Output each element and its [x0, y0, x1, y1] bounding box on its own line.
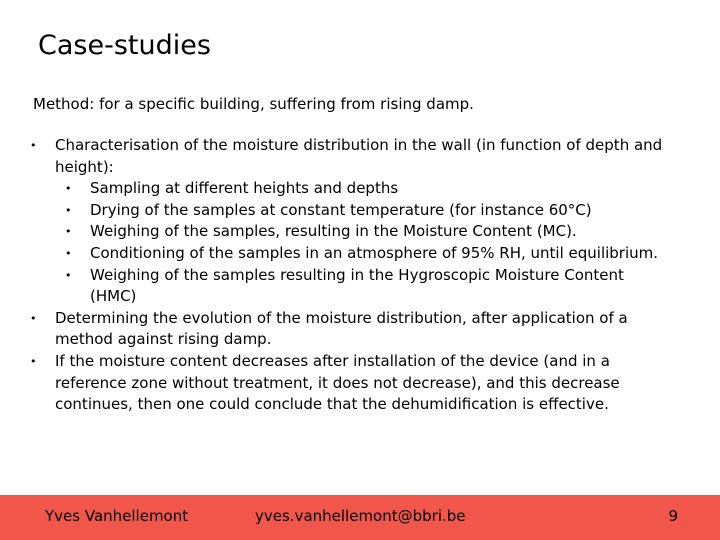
sub-bullet-text: Weighing of the samples resulting in the Hygroscopic Moisture Content (HMC) — [90, 265, 624, 306]
sub-bullet-text: Sampling at different heights and depths — [90, 179, 399, 198]
bullet-marker: • — [30, 311, 37, 325]
bullet-marker: • — [30, 354, 37, 368]
sub-bullet-item — [65, 265, 670, 308]
footer-bar — [0, 495, 720, 540]
sub-bullet-item — [65, 221, 670, 243]
bullet-list — [30, 135, 670, 416]
bullet-marker: • — [65, 225, 72, 239]
bullet-item — [30, 351, 670, 416]
sub-bullet-item — [65, 178, 670, 200]
bullet-marker: • — [30, 139, 37, 152]
bullet-marker: • — [65, 203, 72, 217]
sub-bullet-item — [65, 243, 670, 265]
footer-email: yves.vanhellemont@bbri.be — [255, 507, 466, 525]
sub-bullet-text: Conditioning of the samples in an atmosphere of 95% RH, until equilibrium. — [90, 243, 659, 262]
sub-bullet-item — [65, 200, 670, 222]
bullet-text: Characterisation of the moisture distribution in the wall (in function of depth and height): — [55, 136, 663, 176]
page-number: 9 — [668, 507, 678, 525]
sub-bullet-text: Drying of the samples at constant temperature (for instance 60°C) — [90, 200, 592, 219]
bullet-marker: • — [65, 268, 72, 282]
bullet-marker: • — [65, 182, 72, 196]
bullet-text: If the moisture content decreases after installation of the device (and in a reference zone without treatment, it does not decrease), and this decrease continues, then one could conclude that the dehumidification is effective. — [55, 351, 620, 414]
slide-title: Case-studies — [38, 30, 211, 61]
footer-author: Yves Vanhellemont — [45, 507, 189, 525]
sub-bullet-text: Weighing of the samples, resulting in the Moisture Content (MC). — [90, 222, 577, 241]
bullet-text: Determining the evolution of the moisture distribution, after application of a method against rising damp. — [55, 308, 628, 349]
bullet-item — [30, 135, 670, 178]
method-statement: Method: for a specific building, suffering from rising damp. — [33, 95, 474, 113]
bullet-marker: • — [65, 246, 72, 260]
bullet-item — [30, 308, 670, 351]
